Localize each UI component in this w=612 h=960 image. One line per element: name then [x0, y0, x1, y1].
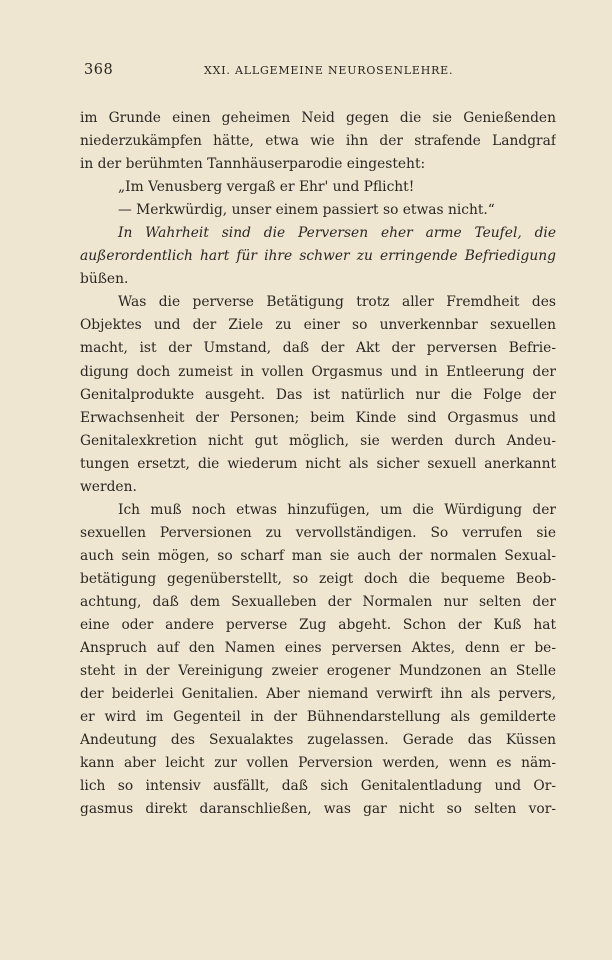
quote-line: — Merkwürdig, unser einem passiert so etwas nicht.“ — [118, 202, 495, 219]
text-line: sexuellen Perversionen zu vervollständigen. So verrufen sie — [80, 524, 556, 541]
text-line: kann aber leicht zur vollen Perversion werden, wenn es näm- — [80, 755, 556, 772]
text-line: Genitalexkretion nicht gut möglich, sie werden durch Andeu- — [80, 432, 556, 449]
text-line: werden. — [80, 478, 137, 495]
page-header — [84, 62, 554, 82]
text-line: Objektes und der Ziele zu einer so unverkennbar sexuellen — [80, 317, 556, 334]
running-head: XXI. ALLGEMEINE NEUROSENLEHRE. — [204, 64, 454, 77]
text-line: lich so intensiv ausfällt, daß sich Genitalentladung und Or- — [80, 778, 556, 795]
page-number: 368 — [84, 62, 114, 78]
text-line: der beiderlei Genitalien. Aber niemand verwirft ihn als pervers, — [80, 686, 556, 703]
body-text — [80, 107, 556, 821]
text-line: außerordentlich hart für ihre schwer zu erringende Befriedigung — [80, 248, 556, 265]
text-line: betätigung gegenüberstellt, so zeigt doch die bequeme Beob- — [80, 570, 556, 587]
text-line: tungen ersetzt, die wiederum nicht als sicher sexuell anerkannt — [80, 455, 556, 472]
text-line: auch sein mögen, so scharf man sie auch der normalen Sexual- — [80, 547, 556, 564]
quote-line: „Im Venusberg vergaß er Ehr' und Pflicht! — [118, 179, 415, 196]
text-line: er wird im Gegenteil in der Bühnendarstellung als gemilderte — [80, 709, 556, 726]
text-line: büßen. — [80, 271, 129, 288]
text-line: Genitalprodukte ausgeht. Das ist natürlich nur die Folge der — [80, 386, 556, 403]
text-line: Andeutung des Sexualaktes zugelassen. Gerade das Küssen — [80, 732, 556, 749]
text-line: niederzukämpfen hätte, etwa wie ihn der strafende Landgraf — [80, 133, 556, 150]
text-line: in der berühmten Tannhäuserparodie eingesteht: — [80, 156, 426, 173]
text-line: im Grunde einen geheimen Neid gegen die sie Genießenden — [80, 110, 556, 126]
text-line: Was die perverse Betätigung trotz aller Fremdheit des — [118, 294, 556, 311]
text-line: gasmus direkt daranschließen, was gar nicht so selten vor- — [80, 801, 556, 818]
text-line: digung doch zumeist in vollen Orgasmus und in Entleerung der — [80, 363, 556, 380]
text-line: Erwachsenheit der Personen; beim Kinde sind Orgasmus und — [80, 409, 556, 426]
text-line: Ich muß noch etwas hinzufügen, um die Würdigung der — [118, 501, 556, 518]
text-line: macht, ist der Umstand, daß der Akt der perversen Befrie- — [80, 340, 556, 357]
text-line: eine oder andere perverse Zug abgeht. Schon der Kuß hat — [80, 617, 556, 634]
text-line: In Wahrheit sind die Perversen eher arme Teufel, die — [118, 225, 556, 242]
text-line: achtung, daß dem Sexualleben der Normalen nur selten der — [80, 593, 556, 610]
text-line: steht in der Vereinigung zweier erogener Mundzonen an Stelle — [80, 663, 556, 680]
text-line: Anspruch auf den Namen eines perversen Aktes, denn er be- — [80, 640, 556, 657]
